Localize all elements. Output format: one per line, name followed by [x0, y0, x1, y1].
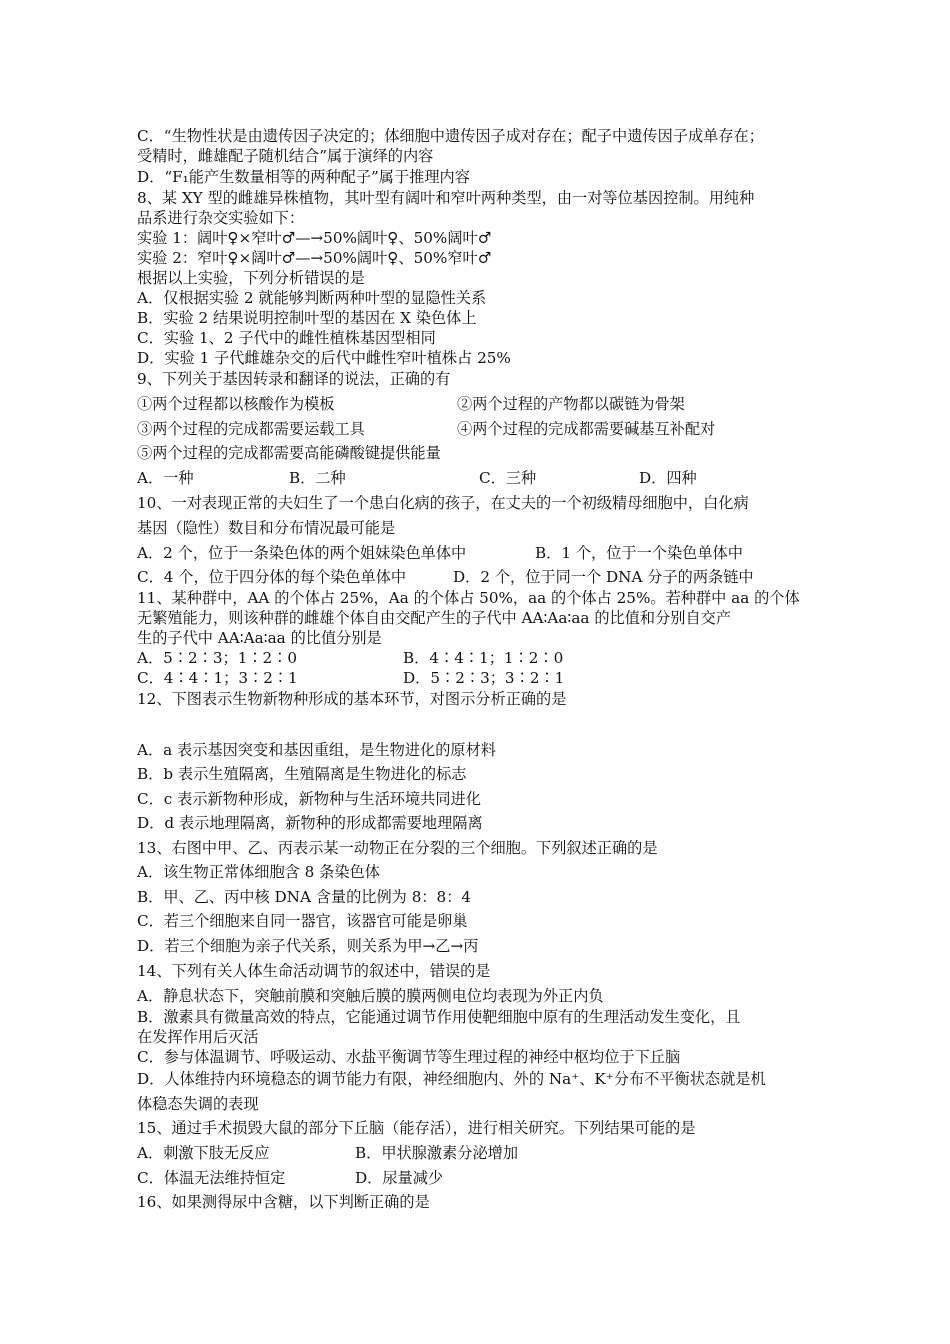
- text-line: ⑤两个过程的完成都需要高能磷酸键提供能量: [137, 444, 441, 462]
- option-text: A．刺激下肢无反应: [137, 1144, 270, 1162]
- option-text: D．尿量减少: [355, 1169, 444, 1187]
- text-line: [137, 419, 837, 439]
- text-line: B．激素具有微量高效的特点，它能通过调节作用使靶细胞中原有的生理活动发生变化，且: [137, 1008, 741, 1026]
- text-line: C．参与体温调节、呼吸运动、水盐平衡调节等生理过程的神经中枢均位于下丘脑: [137, 1048, 681, 1066]
- option-text: A．5∶2∶3；1∶2∶0: [137, 649, 298, 667]
- text-line: [137, 1168, 837, 1188]
- text-line: B．实验 2 结果说明控制叶型的基因在 X 染色体上: [137, 309, 477, 327]
- text-line: A．仅根据实验 2 就能够判断两种叶型的显隐性关系: [137, 289, 487, 307]
- text-line: 8、某 XY 型的雌雄异株植物，其叶型有阔叶和窄叶两种类型，由一对等位基因控制。用纯种: [137, 189, 755, 207]
- text-line: [137, 567, 837, 587]
- option-text: A．一种: [137, 469, 194, 487]
- text-line: 品系进行杂交实验如下：: [137, 209, 305, 227]
- text-line: C．若三个细胞来自同一器官，该器官可能是卵巢: [137, 912, 468, 930]
- text-line: B．b 表示生殖隔离，生殖隔离是生物进化的标志: [137, 765, 467, 783]
- option-text: C．三种: [479, 469, 537, 487]
- text-line: 基因（隐性）数目和分布情况最可能是: [137, 519, 396, 537]
- option-text: ①两个过程都以核酸作为模板: [137, 395, 335, 413]
- text-line: D．实验 1 子代雌雄杂交的后代中雌性窄叶植株占 25%: [137, 349, 511, 367]
- option-text: D．2 个，位于同一个 DNA 分子的两条链中: [453, 568, 754, 586]
- text-line: 12、下图表示生物新物种形成的基本环节，对图示分析正确的是: [137, 690, 567, 708]
- option-text: C．4 个，位于四分体的每个染色单体中: [137, 568, 407, 586]
- text-line: A．a 表示基因突变和基因重组，是生物进化的原材料: [137, 741, 496, 759]
- text-line: 根据以上实验，下列分析错误的是: [137, 269, 365, 287]
- option-text: C．体温无法维持恒定: [137, 1169, 286, 1187]
- text-line: 实验 1：阔叶♀×窄叶♂—→50%阔叶♀、50%阔叶♂: [137, 229, 492, 247]
- option-text: ②两个过程的产物都以碳链为骨架: [457, 395, 685, 413]
- text-line: C．c 表示新物种形成，新物种与生活环境共同进化: [137, 790, 481, 808]
- option-text: B．1 个，位于一个染色单体中: [535, 544, 743, 562]
- text-line: D．d 表示地理隔离，新物种的形成都需要地理隔离: [137, 814, 483, 832]
- text-line: A．静息状态下，突触前膜和突触后膜的膜两侧电位均表现为外正内负: [137, 987, 604, 1005]
- option-text: D．四种: [639, 469, 697, 487]
- text-line: 无繁殖能力，则该种群的雌雄个体自由交配产生的子代中 AA∶Aa∶aa 的比值和分别自交产: [137, 609, 732, 627]
- text-line: A．该生物正常体细胞含 8 条染色体: [137, 863, 380, 881]
- option-text: D．5∶2∶3；3∶2∶1: [403, 669, 565, 687]
- text-line: B．甲、乙、丙中核 DNA 含量的比例为 8：8：4: [137, 888, 472, 906]
- text-line: D．人体维持内环境稳态的调节能力有限，神经细胞内、外的 Na⁺、K⁺分布不平衡状态就是机: [137, 1070, 766, 1088]
- option-text: C．4∶4∶1；3∶2∶1: [137, 669, 298, 687]
- option-text: B．甲状腺激素分泌增加: [355, 1144, 519, 1162]
- text-line: [137, 543, 837, 563]
- text-line: [137, 1143, 837, 1163]
- text-line: [137, 468, 837, 488]
- text-line: C．“生物性状是由遗传因子决定的；体细胞中遗传因子成对存在；配子中遗传因子成单存在；: [137, 127, 764, 145]
- text-line: 13、右图中甲、乙、丙表示某一动物正在分裂的三个细胞。下列叙述正确的是: [137, 839, 658, 857]
- option-text: ④两个过程的完成都需要碱基互补配对: [457, 420, 716, 438]
- option-text: ③两个过程的完成都需要运载工具: [137, 420, 365, 438]
- text-line: 在发挥作用后灭活: [137, 1028, 259, 1046]
- option-text: A．2 个，位于一条染色体的两个姐妹染色单体中: [137, 544, 467, 562]
- text-line: 16、如果测得尿中含糖，以下判断正确的是: [137, 1193, 430, 1211]
- text-line: [137, 668, 837, 688]
- text-line: [137, 394, 837, 414]
- text-line: D．“F₁能产生数量相等的两种配子”属于推理内容: [137, 168, 470, 186]
- option-text: B．4∶4∶1；1∶2∶0: [403, 649, 564, 667]
- text-line: 生的子代中 AA∶Aa∶aa 的比值分别是: [137, 629, 382, 647]
- text-line: 10、一对表现正常的夫妇生了一个患白化病的孩子，在丈夫的一个初级精母细胞中，白化病: [137, 494, 749, 512]
- option-text: B．二种: [289, 469, 346, 487]
- text-line: 15、通过手术损毁大鼠的部分下丘脑（能存活），进行相关研究。下列结果可能的是: [137, 1119, 696, 1137]
- text-line: 实验 2：窄叶♀×阔叶♂—→50%阔叶♀、50%窄叶♂: [137, 249, 492, 267]
- text-line: 体稳态失调的表现: [137, 1095, 259, 1113]
- text-line: 受精时，雌雄配子随机结合”属于演绎的内容: [137, 147, 434, 165]
- text-line: C．实验 1、2 子代中的雌性植株基因型相同: [137, 329, 436, 347]
- text-line: 14、下列有关人体生命活动调节的叙述中，错误的是: [137, 962, 491, 980]
- text-line: 11、某种群中，AA 的个体占 25%，Aa 的个体占 50%，aa 的个体占 25%。若种群中 aa 的个体: [137, 589, 800, 607]
- text-line: D．若三个细胞为亲子代关系，则关系为甲→乙→丙: [137, 937, 479, 955]
- text-line: 9、下列关于基因转录和翻译的说法，正确的有: [137, 370, 451, 388]
- text-line: [137, 648, 837, 668]
